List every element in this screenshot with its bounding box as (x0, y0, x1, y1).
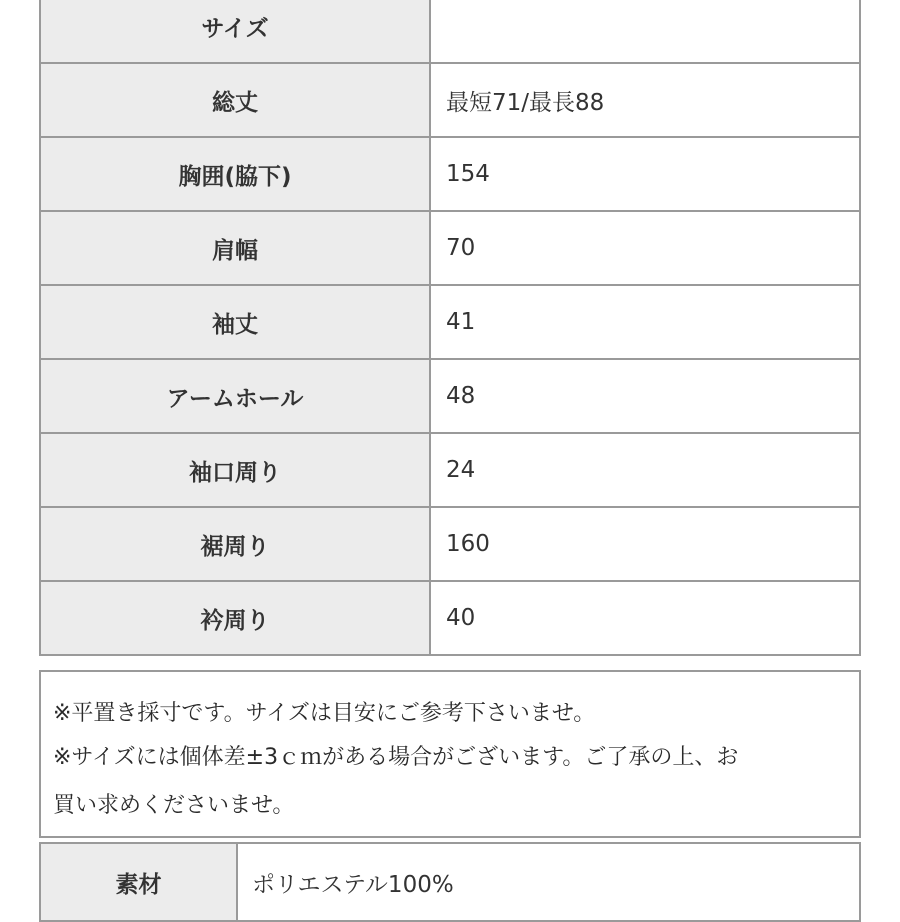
material-table (39, 842, 861, 922)
row-label: 衿周り (40, 581, 430, 655)
note-line-size-variance: ※サイズには個体差±3ｃｍがある場合がございます。ご了承の上、お (53, 745, 739, 770)
table-row (40, 433, 860, 507)
table-row (40, 359, 860, 433)
table-row (40, 581, 860, 655)
row-value: 160 (430, 507, 860, 581)
row-label: アームホール (40, 359, 430, 433)
row-label: 総丈 (40, 63, 430, 137)
row-label: 肩幅 (40, 211, 430, 285)
table-row (40, 285, 860, 359)
table-row (40, 137, 860, 211)
row-value: 最短71/最長88 (430, 63, 860, 137)
table-row (40, 211, 860, 285)
size-notes (39, 670, 861, 838)
table-row (40, 0, 860, 63)
row-value: 40 (430, 581, 860, 655)
row-label: 袖丈 (40, 285, 430, 359)
note-line-flat-measure: ※平置き採寸です。サイズは目安にご参考下さいませ。 (53, 701, 596, 726)
row-value: 48 (430, 359, 860, 433)
table-row (40, 843, 860, 921)
row-value: 24 (430, 433, 860, 507)
table-row (40, 63, 860, 137)
row-label: 胸囲(脇下) (40, 137, 430, 211)
row-label: 裾周り (40, 507, 430, 581)
size-table (39, 0, 861, 656)
row-label: 袖口周り (40, 433, 430, 507)
row-value (430, 0, 860, 63)
table-row (40, 507, 860, 581)
note-line-purchase-request: 買い求めくださいませ。 (53, 793, 295, 818)
row-value: 154 (430, 137, 860, 211)
material-label: 素材 (40, 843, 237, 921)
row-label: サイズ (40, 0, 430, 63)
row-value: 70 (430, 211, 860, 285)
row-value: 41 (430, 285, 860, 359)
material-value: ポリエステル100% (237, 843, 860, 921)
